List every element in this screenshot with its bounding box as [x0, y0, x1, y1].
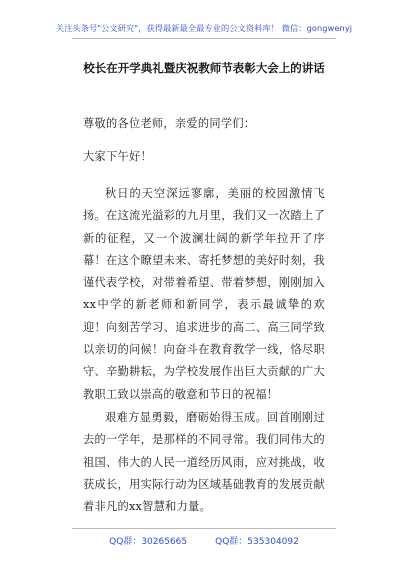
salutation: 尊敬的各位老师，亲爱的同学们：	[83, 117, 256, 130]
promo-header-text: 关注头条号"公文研究"，获得最新最全最专业的公文资料库！ 微信：gongwenyj	[55, 23, 353, 33]
footer-contacts	[0, 534, 408, 547]
body-paragraph: 艰难方显勇毅，磨砺始得玉成。回首刚刚过去的一学年，是那样的不同寻常。我们同伟大的祖国、伟大的人民一道经历风雨，应对挑战，收获成长，用实际行动为区域基础教育的发展贡献着非凡的xx智慧和力量。	[83, 411, 325, 514]
body-paragraph: 秋日的天空深远寥廓，美丽的校园激情飞扬。在这流光溢彩的九月里，我们又一次踏上了新的征程，又一个波澜壮阔的新学年拉开了序幕！在这个瞭望未来、寄托梦想的美好时刻，我谨代表学校，对带着希望、带着梦想，刚刚加入xx中学的新老师和新同学，表示最诚挚的欢迎！向刻苦学习、追求进步的高二、高三同学致以亲切的问候！向奋斗在教育教学一线，恪尽职守、辛勤耕耘，为学校发展作出巨大贡献的广大教职工致以崇高的敬意和节日的祝福！	[83, 187, 325, 401]
qq-group-2: QQ群：535304092	[215, 537, 299, 547]
footer-divider	[72, 528, 336, 529]
qq-group-1: QQ群：30265665	[109, 537, 188, 547]
header-divider	[72, 38, 336, 39]
document-title: 校长在开学典礼暨庆祝教师节表彰大会上的讲话	[83, 61, 325, 75]
greeting: 大家下午好！	[83, 150, 152, 163]
